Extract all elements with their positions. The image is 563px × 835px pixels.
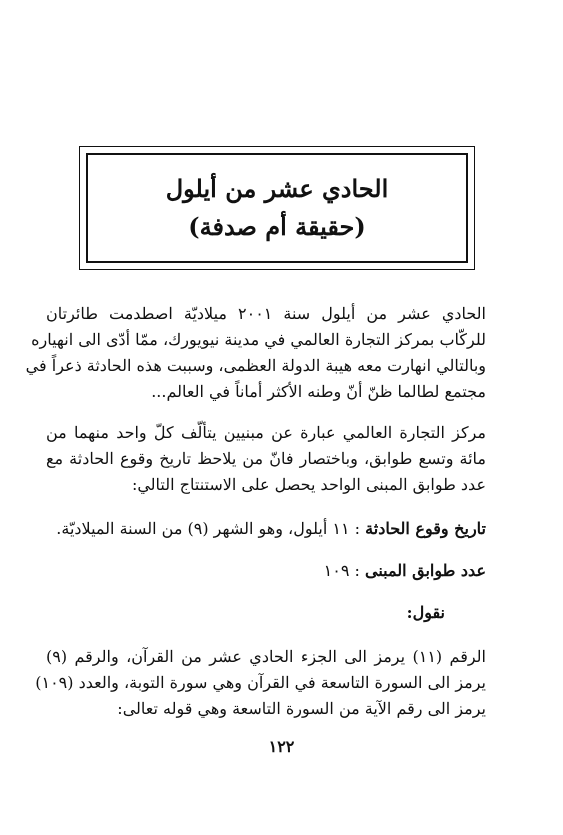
paragraph-intro: [25, 301, 486, 405]
fact-label: عدد طوابق المبنى: [364, 561, 486, 580]
text-line: يرمز الى السورة التاسعة في القرآن وهي سورة التوبة، والعدد (١٠٩): [35, 673, 486, 692]
text-line: الحادي عشر من أيلول سنة ٢٠٠١ ميلاديّة اصطدمت طائرتان: [46, 304, 486, 323]
fact-label: تاريخ وقوع الحادثة: [365, 519, 486, 538]
chapter-title: الحادي عشر من أيلول: [165, 174, 389, 203]
fact-value: : ١٠٩: [323, 561, 360, 580]
text-line: يرمز الى رقم الآية من السورة التاسعة وهي قوله تعالى:: [117, 699, 486, 718]
text-line: للركّاب بمركز التجارة العالمي في مدينة نيويورك، ممّا أدّى الى انهياره: [31, 330, 486, 349]
text-line: مائة وتسع طوابق، وباختصار فانّ من يلاحظ تاريخ وقوع الحادثة مع: [46, 449, 486, 468]
fact-value: : ١١ أيلول، وهو الشهر (٩) من السنة الميلاديّة.: [56, 519, 361, 538]
paragraph-conclusion: [35, 644, 487, 722]
page-number: ١٢٢: [268, 737, 295, 756]
chapter-subtitle: (حقيقة أم صدفة): [188, 212, 366, 241]
text-line: مركز التجارة العالمي عبارة عن مبنيين يتألّف كلّ واحد منهما من: [46, 423, 486, 442]
text-line: وبالتالي انهارت معه هيبة الدولة العظمى، وسببت هذه الحادثة ذعراً في: [25, 356, 486, 375]
text-line: الرقم (١١) يرمز الى الجزء الحادي عشر من القرآن، والرقم (٩): [46, 647, 487, 666]
title-frame-inner: [86, 153, 468, 263]
fact-floor-count: [46, 558, 486, 584]
fact-incident-date: [46, 516, 486, 542]
paragraph-trade-center: [46, 420, 486, 498]
text-line: عدد طوابق المبنى الواحد يحصل على الاستنتاج التالي:: [131, 475, 486, 494]
section-heading: نقول:: [406, 603, 445, 622]
title-frame: [79, 146, 475, 270]
text-line: مجتمع لطالما ظنّ أنّ وطنه الأكثر أماناً في العالم...: [151, 382, 486, 401]
